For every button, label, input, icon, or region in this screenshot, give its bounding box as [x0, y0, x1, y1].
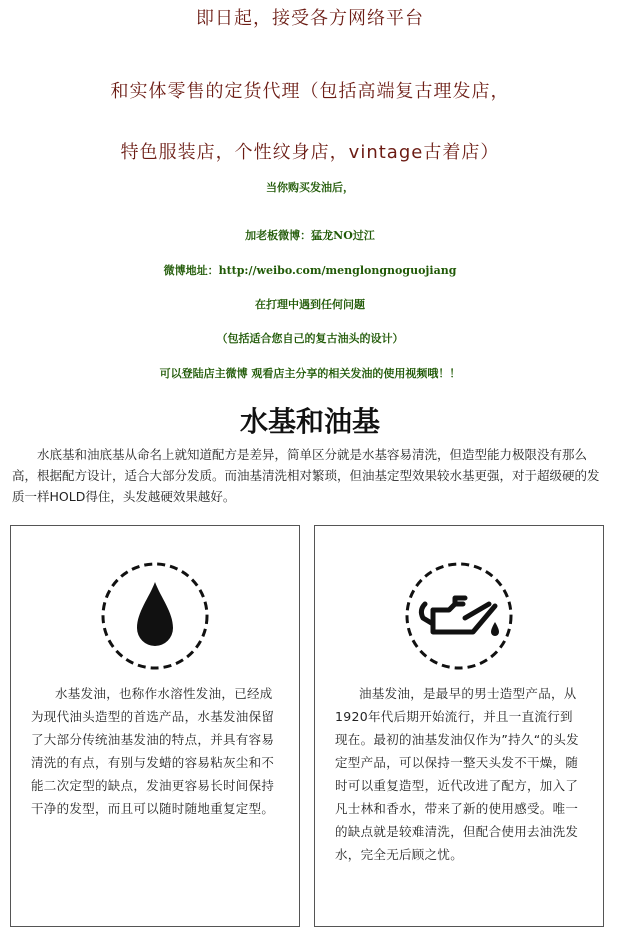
- section-intro: 水底基和油底基从命名上就知道配方是差异，简单区分就是水基容易清洗，但造型能力极限没有那么高，根据配方设计，适合大部分发质。而油基清洗相对繁琐，但油基定型效果较水基更强，对于超级硬的发质一样HOLD得住，头发越硬效果越好。: [12, 447, 600, 504]
- section-title: 水基和油基: [239, 405, 380, 438]
- green-line-buy: 当你购买发油后，: [266, 181, 354, 194]
- header-line-2: 和实体零售的定货代理（包括高端复古理发店，: [110, 81, 510, 102]
- card-water-based-text: 水基发油，也称作水溶性发油，已经成为现代油头造型的首选产品，水基发油保留了大部分传统油基发油的特点，并具有容易清洗的有点，有别与发蜡的容易粘灰尘和不能二次定型的缺点，发油更容易长时间保持干净的发型，而且可以随时随地重复定型。: [31, 686, 275, 816]
- oil-can-icon: [403, 560, 515, 672]
- card-water-based: [10, 525, 300, 927]
- header-line-1: 即日起，接受各方网络平台: [196, 8, 424, 29]
- header-line-3: 特色服装店，个性纹身店，vintage古着店）: [120, 142, 500, 163]
- green-line-problem: 在打理中遇到任何问题: [255, 298, 365, 311]
- green-line-video: 可以登陆店主微博 观看店主分享的相关发油的使用视频哦！！: [159, 367, 461, 380]
- green-line-weibo-name: 加老板微博：猛龙NO过江: [245, 229, 375, 242]
- water-drop-icon: [99, 560, 211, 672]
- card-oil-based: [314, 525, 604, 927]
- green-line-weibo-url[interactable]: 微博地址：http://weibo.com/menglongnoguojiang: [163, 264, 457, 277]
- green-line-design: （包括适合您自己的复古油头的设计）: [216, 332, 404, 345]
- card-oil-based-text: 油基发油，是最早的男士造型产品，从1920年代后期开始流行，并且一直流行到现在。最初的油基发油仅作为”持久“的头发定型产品，可以保持一整天头发不干燥，随时可以重复造型，近代改进了配方，加入了凡士林和香水，带来了新的使用感受。唯一的缺点就是较难清洗，但配合使用去油洗发水，完全无后顾之忧。: [335, 686, 579, 862]
